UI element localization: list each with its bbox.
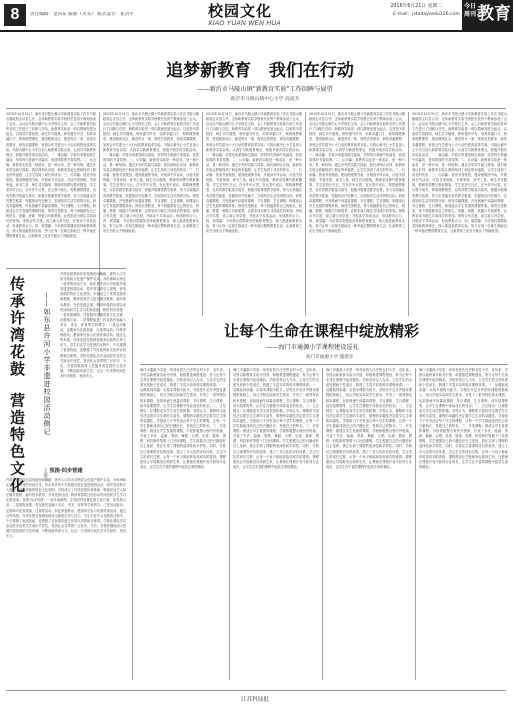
masthead-rule: [0, 30, 513, 32]
article-2-subhead: ——海门市通源小学课程建设巡礼: [266, 344, 359, 351]
brand-logo-small-2: 周刊: [464, 11, 477, 18]
article-2-divider-3: [415, 368, 416, 680]
side-feature-top-rule: [6, 268, 126, 269]
side-feature-subtitle: ——如东县许河小学非遗进校园活动侧记: [43, 292, 51, 436]
article-1-divider-4: [408, 112, 409, 316]
article-1-col-3: 2015年10月31日，新沂市马陵山镇小学新教育实验工作在马陵山镇政府会议室召开，全体新教育实验学校校长及骨干教师参加了会议。会议由马陵山镇中心小学校长主持，会上对新教育实验的各项工作进行了回顾与总结。新教育实验是一项以教师发展为起点，以营造书香校园、师生共写随笔、聆听窗外声音、培养卓越口才、构筑理想课堂、建设数码社区、推进每月一事、缔造完美教室、研发卓越课程、家校合作共建为十大行动的教育改革实验。马陵山镇中心小学自加入新教育实验以来，认真学习新教育理念，积极开展各项实验活动。一、缘由篇：学校历来重视师生阅读，坚持每天晨诵午读暮省，营造浓厚的书香氛围。二、认识篇：新教育实验是一种追求，是一种行动，是一种信仰。通过多年的实践与探索，我们深刻认识到，新教育实验让教师找到了职业的幸福感，让学生找到了成长的快乐。三、行动篇：营造书香校园，建设班级图书角，开展读书节活动，评选书香班级、书香家庭、读书之星。师生共写随笔，教师坚持撰写教育随笔，学生坚持写日记，在写作中反思，在反思中成长。构筑理想课堂，以有效教学框架为指导，积极开展课堂教学改革，努力实现落实有效教学框架、发掘知识内在魅力、实现知识生活共鸣的目标。研发卓越课程，开发晨诵午读暮省课程、节日课程、生日课程，构建适合学生发展的课程体系。缔造完美教室，每个班级都有自己的班名、班徽、班歌、班级口号和愿景，让教室成为师生共同成长的家园。家校合作共建，成立新父母学校，开展亲子共读活动，形成教育合力。四、展望篇：今后我们将继续坚持新教育理念，深入推进新教育实验，努力让每一位师生都能过一种幸福完整的教育生活，让新教育之花在马陵山下绚丽绽放。: [206, 112, 302, 234]
section-title: [208, 2, 318, 32]
article-1-col-4: 2015年10月31日，新沂市马陵山镇小学新教育实验工作在马陵山镇政府会议室召开，全体新教育实验学校校长及骨干教师参加了会议。会议由马陵山镇中心小学校长主持，会上对新教育实验的各项工作进行了回顾与总结。新教育实验是一项以教师发展为起点，以营造书香校园、师生共写随笔、聆听窗外声音、培养卓越口才、构筑理想课堂、建设数码社区、推进每月一事、缔造完美教室、研发卓越课程、家校合作共建为十大行动的教育改革实验。马陵山镇中心小学自加入新教育实验以来，认真学习新教育理念，积极开展各项实验活动。一、缘由篇：学校历来重视师生阅读，坚持每天晨诵午读暮省，营造浓厚的书香氛围。二、认识篇：新教育实验是一种追求，是一种行动，是一种信仰。通过多年的实践与探索，我们深刻认识到，新教育实验让教师找到了职业的幸福感，让学生找到了成长的快乐。三、行动篇：营造书香校园，建设班级图书角，开展读书节活动，评选书香班级、书香家庭、读书之星。师生共写随笔，教师坚持撰写教育随笔，学生坚持写日记，在写作中反思，在反思中成长。构筑理想课堂，以有效教学框架为指导，积极开展课堂教学改革，努力实现落实有效教学框架、发掘知识内在魅力、实现知识生活共鸣的目标。研发卓越课程，开发晨诵午读暮省课程、节日课程、生日课程，构建适合学生发展的课程体系。缔造完美教室，每个班级都有自己的班名、班徽、班歌、班级口号和愿景，让教室成为师生共同成长的家园。家校合作共建，成立新父母学校，开展亲子共读活动，形成教育合力。四、展望篇：今后我们将继续坚持新教育理念，深入推进新教育实验，努力让每一位师生都能过一种幸福完整的教育生活，让新教育之花在马陵山下绚丽绽放。: [309, 112, 405, 234]
side-feature-divider: [132, 318, 133, 680]
footer-text: 江苏科技报: [241, 697, 269, 703]
side-feature-text-bottom: 许湾花鼓是如东县传统民间舞蹈，被列入江苏省非物质文化遗产保护名录。为传承和弘扬这一优秀的民间艺术，如东县许河小学积极开展非遗进校园活动，将许湾花鼓引入校园，营造浓郁的特色文化氛围。学校成立了许湾花鼓传承基地，聘请民间艺人担任辅导教师，编写校本教材，开设花鼓社团，利用每周的社团活动时间组织学生学习花鼓表演。氛围·四步营建：一是环境熏陶，在校园内设置花鼓文化长廊、花鼓展示室；二是课程渗透，将花鼓内容融入音乐、美术、体育等学科教学；三是活动推动，定期举办花鼓展演、比赛等活动；四是家校联动，邀请家长参与花鼓传承活动。通过这些举措，许湾花鼓在校园里焕发出新的生机与活力，学生们在学习花鼓的过程中，不仅掌握了表演技能，更增强了对民族传统文化的认同感和自豪感。学校花鼓队多次参加县市各类文艺演出并获奖，受到社会各界的广泛好评。今后，学校将继续深入挖掘许湾花鼓的文化内涵，不断创新传承方式，让这一古老的民间艺术代代相传，发扬光大。: [6, 478, 126, 539]
article-1-byline: 新沂市马陵山镇中心小学 高富杰: [230, 97, 300, 102]
article-2-divider-2: [322, 368, 323, 680]
side-feature: [0, 268, 130, 684]
side-feature-section-heading: 氛围·四步营建: [49, 468, 83, 474]
article-2-byline: 海门市通源小学 施建东: [306, 355, 354, 360]
article-2-col-2: 海门市通源小学是一所具有悠久历史的农村小学，近年来，学校以新教育实验为引领，积极推进课程建设，努力让每个生命在课程中绽放精彩。学校坚持以人为本，立足学生的全面发展和个性成长，构建了丰富多彩的校本课程体系。一、从精致到卓越：以校本课程为抓手。学校在开足开齐国家课程的基础上，结合学校实际和学生需求，开发了一系列特色校本课程，包括晨诵午读暮省课程、节日课程、生日课程、读写绘课程等，让学生在课程中体验成长的快乐。二、立足理念：让课程成为学生成长的阶梯。学校认为，课程的丰富性决定着学生生命的丰富性，课程的卓越性决定着学生生命的卓越性。学校致力于开发适合每个学生的课程，让每一个学生都能找到自己的兴趣所在，发展自己的特长。三、开发课程：做适合学生发展的课程。学校积极整合校内外资源，开设了书法、绘画、剪纸、舞蹈、合唱、足球、篮球、围棋、科技制作等数十门社团课程，学生根据自己的兴趣爱好自主选择，真正实现了课程的选择性和多样性。同时，学校还注重课程评价的改革，建立了多元化的评价体系，关注学生的成长过程，让每一个孩子都能体验到成功的喜悦。课程建设让学校焕发出勃勃生机，让教师在课程开发中获得专业成长，让学生在丰富的课程中绽放生命的精彩。: [233, 368, 319, 469]
article-2-col-1: 海门市通源小学是一所具有悠久历史的农村小学，近年来，学校以新教育实验为引领，积极推进课程建设，努力让每个生命在课程中绽放精彩。学校坚持以人为本，立足学生的全面发展和个性成长，构建了丰富多彩的校本课程体系。一、从精致到卓越：以校本课程为抓手。学校在开足开齐国家课程的基础上，结合学校实际和学生需求，开发了一系列特色校本课程，包括晨诵午读暮省课程、节日课程、生日课程、读写绘课程等，让学生在课程中体验成长的快乐。二、立足理念：让课程成为学生成长的阶梯。学校认为，课程的丰富性决定着学生生命的丰富性，课程的卓越性决定着学生生命的卓越性。学校致力于开发适合每个学生的课程，让每一个学生都能找到自己的兴趣所在，发展自己的特长。三、开发课程：做适合学生发展的课程。学校积极整合校内外资源，开设了书法、绘画、剪纸、舞蹈、合唱、足球、篮球、围棋、科技制作等数十门社团课程，学生根据自己的兴趣爱好自主选择，真正实现了课程的选择性和多样性。同时，学校还注重课程评价的改革，建立了多元化的评价体系，关注学生的成长过程，让每一个孩子都能体验到成功的喜悦。课程建设让学校焕发出勃勃生机，让教师在课程开发中获得专业成长，让学生在丰富的课程中绽放生命的精彩。: [140, 368, 226, 469]
masthead-email: E-mail：jstodaysedu126.com: [393, 12, 460, 17]
brand-logo-small-1: 今日: [464, 3, 477, 10]
masthead-meta-left: 责任编辑：金向东 版面（页头） 版式设计：崔涛平: [30, 12, 134, 17]
section-title-pinyin: XIAO YUAN WEN HUA: [208, 20, 281, 27]
article-1-col-1: 2015年10月31日，新沂市马陵山镇小学新教育实验工作在马陵山镇政府会议室召开，全体新教育实验学校校长及骨干教师参加了会议。会议由马陵山镇中心小学校长主持，会上对新教育实验的各项工作进行了回顾与总结。新教育实验是一项以教师发展为起点，以营造书香校园、师生共写随笔、聆听窗外声音、培养卓越口才、构筑理想课堂、建设数码社区、推进每月一事、缔造完美教室、研发卓越课程、家校合作共建为十大行动的教育改革实验。马陵山镇中心小学自加入新教育实验以来，认真学习新教育理念，积极开展各项实验活动。一、缘由篇：学校历来重视师生阅读，坚持每天晨诵午读暮省，营造浓厚的书香氛围。二、认识篇：新教育实验是一种追求，是一种行动，是一种信仰。通过多年的实践与探索，我们深刻认识到，新教育实验让教师找到了职业的幸福感，让学生找到了成长的快乐。三、行动篇：营造书香校园，建设班级图书角，开展读书节活动，评选书香班级、书香家庭、读书之星。师生共写随笔，教师坚持撰写教育随笔，学生坚持写日记，在写作中反思，在反思中成长。构筑理想课堂，以有效教学框架为指导，积极开展课堂教学改革，努力实现落实有效教学框架、发掘知识内在魅力、实现知识生活共鸣的目标。研发卓越课程，开发晨诵午读暮省课程、节日课程、生日课程，构建适合学生发展的课程体系。缔造完美教室，每个班级都有自己的班名、班徽、班歌、班级口号和愿景，让教室成为师生共同成长的家园。家校合作共建，成立新父母学校，开展亲子共读活动，形成教育合力。四、展望篇：今后我们将继续坚持新教育理念，深入推进新教育实验，努力让每一位师生都能过一种幸福完整的教育生活，让新教育之花在马陵山下绚丽绽放。: [6, 112, 96, 239]
page-number: 8: [4, 4, 26, 26]
masthead-meta-right: 2016年6月21日 星期二: [390, 4, 442, 9]
article-2-col-4: 海门市通源小学是一所具有悠久历史的农村小学，近年来，学校以新教育实验为引领，积极推进课程建设，努力让每个生命在课程中绽放精彩。学校坚持以人为本，立足学生的全面发展和个性成长，构建了丰富多彩的校本课程体系。一、从精致到卓越：以校本课程为抓手。学校在开足开齐国家课程的基础上，结合学校实际和学生需求，开发了一系列特色校本课程，包括晨诵午读暮省课程、节日课程、生日课程、读写绘课程等，让学生在课程中体验成长的快乐。二、立足理念：让课程成为学生成长的阶梯。学校认为，课程的丰富性决定着学生生命的丰富性，课程的卓越性决定着学生生命的卓越性。学校致力于开发适合每个学生的课程，让每一个学生都能找到自己的兴趣所在，发展自己的特长。三、开发课程：做适合学生发展的课程。学校积极整合校内外资源，开设了书法、绘画、剪纸、舞蹈、合唱、足球、篮球、围棋、科技制作等数十门社团课程，学生根据自己的兴趣爱好自主选择，真正实现了课程的选择性和多样性。同时，学校还注重课程评价的改革，建立了多元化的评价体系，关注学生的成长过程，让每一个孩子都能体验到成功的喜悦。课程建设让学校焕发出勃勃生机，让教师在课程开发中获得专业成长，让学生在丰富的课程中绽放生命的精彩。: [419, 368, 508, 469]
article-2-headline: 让每个生命在课程中绽放精彩: [224, 322, 420, 340]
footer-rule: [6, 690, 506, 691]
side-feature-author: 王勇: [42, 468, 48, 478]
article-1-rule: [6, 108, 506, 109]
article-2: [136, 322, 513, 684]
article-1-subhead: ——新沂市马陵山镇"新教育实验"工作回眸与展望: [197, 86, 333, 93]
side-feature-text-top: 许湾花鼓是如东县传统民间舞蹈，被列入江苏省非物质文化遗产保护名录。为传承和弘扬这一优秀的民间艺术，如东县许河小学积极开展非遗进校园活动，将许湾花鼓引入校园，营造浓郁的特色文化氛围。学校成立了许湾花鼓传承基地，聘请民间艺人担任辅导教师，编写校本教材，开设花鼓社团，利用每周的社团活动时间组织学生学习花鼓表演。氛围·四步营建：一是环境熏陶，在校园内设置花鼓文化长廊、花鼓展示室；二是课程渗透，将花鼓内容融入音乐、美术、体育等学科教学；三是活动推动，定期举办花鼓展演、比赛等活动；四是家校联动，邀请家长参与花鼓传承活动。通过这些举措，许湾花鼓在校园里焕发出新的生机与活力，学生们在学习花鼓的过程中，不仅掌握了表演技能，更增强了对民族传统文化的认同感和自豪感。学校花鼓队多次参加县市各类文艺演出并获奖，受到社会各界的广泛好评。今后，学校将继续深入挖掘许湾花鼓的文化内涵，不断创新传承方式，让这一古老的民间艺术代代相传，发扬光大。: [60, 272, 126, 378]
article-2-col-3: 海门市通源小学是一所具有悠久历史的农村小学，近年来，学校以新教育实验为引领，积极推进课程建设，努力让每个生命在课程中绽放精彩。学校坚持以人为本，立足学生的全面发展和个性成长，构建了丰富多彩的校本课程体系。一、从精致到卓越：以校本课程为抓手。学校在开足开齐国家课程的基础上，结合学校实际和学生需求，开发了一系列特色校本课程，包括晨诵午读暮省课程、节日课程、生日课程、读写绘课程等，让学生在课程中体验成长的快乐。二、立足理念：让课程成为学生成长的阶梯。学校认为，课程的丰富性决定着学生生命的丰富性，课程的卓越性决定着学生生命的卓越性。学校致力于开发适合每个学生的课程，让每一个学生都能找到自己的兴趣所在，发展自己的特长。三、开发课程：做适合学生发展的课程。学校积极整合校内外资源，开设了书法、绘画、剪纸、舞蹈、合唱、足球、篮球、围棋、科技制作等数十门社团课程，学生根据自己的兴趣爱好自主选择，真正实现了课程的选择性和多样性。同时，学校还注重课程评价的改革，建立了多元化的评价体系，关注学生的成长过程，让每一个孩子都能体验到成功的喜悦。课程建设让学校焕发出勃勃生机，让教师在课程开发中获得专业成长，让学生在丰富的课程中绽放生命的精彩。: [326, 368, 412, 469]
article-1-divider-2: [202, 112, 203, 316]
article-2-divider-1: [229, 368, 230, 680]
section-title-cn: 校园文化: [208, 2, 273, 20]
article-2-rule: [140, 364, 508, 365]
article-1-col-2: 2015年10月31日，新沂市马陵山镇小学新教育实验工作在马陵山镇政府会议室召开，全体新教育实验学校校长及骨干教师参加了会议。会议由马陵山镇中心小学校长主持，会上对新教育实验的各项工作进行了回顾与总结。新教育实验是一项以教师发展为起点，以营造书香校园、师生共写随笔、聆听窗外声音、培养卓越口才、构筑理想课堂、建设数码社区、推进每月一事、缔造完美教室、研发卓越课程、家校合作共建为十大行动的教育改革实验。马陵山镇中心小学自加入新教育实验以来，认真学习新教育理念，积极开展各项实验活动。一、缘由篇：学校历来重视师生阅读，坚持每天晨诵午读暮省，营造浓厚的书香氛围。二、认识篇：新教育实验是一种追求，是一种行动，是一种信仰。通过多年的实践与探索，我们深刻认识到，新教育实验让教师找到了职业的幸福感，让学生找到了成长的快乐。三、行动篇：营造书香校园，建设班级图书角，开展读书节活动，评选书香班级、书香家庭、读书之星。师生共写随笔，教师坚持撰写教育随笔，学生坚持写日记，在写作中反思，在反思中成长。构筑理想课堂，以有效教学框架为指导，积极开展课堂教学改革，努力实现落实有效教学框架、发掘知识内在魅力、实现知识生活共鸣的目标。研发卓越课程，开发晨诵午读暮省课程、节日课程、生日课程，构建适合学生发展的课程体系。缔造完美教室，每个班级都有自己的班名、班徽、班歌、班级口号和愿景，让教室成为师生共同成长的家园。家校合作共建，成立新父母学校，开展亲子共读活动，形成教育合力。四、展望篇：今后我们将继续坚持新教育理念，深入推进新教育实验，努力让每一位师生都能过一种幸福完整的教育生活，让新教育之花在马陵山下绚丽绽放。: [103, 112, 199, 234]
article-1-divider-3: [305, 112, 306, 316]
article-1-col-5: 2015年10月31日，新沂市马陵山镇小学新教育实验工作在马陵山镇政府会议室召开，全体新教育实验学校校长及骨干教师参加了会议。会议由马陵山镇中心小学校长主持，会上对新教育实验的各项工作进行了回顾与总结。新教育实验是一项以教师发展为起点，以营造书香校园、师生共写随笔、聆听窗外声音、培养卓越口才、构筑理想课堂、建设数码社区、推进每月一事、缔造完美教室、研发卓越课程、家校合作共建为十大行动的教育改革实验。马陵山镇中心小学自加入新教育实验以来，认真学习新教育理念，积极开展各项实验活动。一、缘由篇：学校历来重视师生阅读，坚持每天晨诵午读暮省，营造浓厚的书香氛围。二、认识篇：新教育实验是一种追求，是一种行动，是一种信仰。通过多年的实践与探索，我们深刻认识到，新教育实验让教师找到了职业的幸福感，让学生找到了成长的快乐。三、行动篇：营造书香校园，建设班级图书角，开展读书节活动，评选书香班级、书香家庭、读书之星。师生共写随笔，教师坚持撰写教育随笔，学生坚持写日记，在写作中反思，在反思中成长。构筑理想课堂，以有效教学框架为指导，积极开展课堂教学改革，努力实现落实有效教学框架、发掘知识内在魅力、实现知识生活共鸣的目标。研发卓越课程，开发晨诵午读暮省课程、节日课程、生日课程，构建适合学生发展的课程体系。缔造完美教室，每个班级都有自己的班名、班徽、班歌、班级口号和愿景，让教室成为师生共同成长的家园。家校合作共建，成立新父母学校，开展亲子共读活动，形成教育合力。四、展望篇：今后我们将继续坚持新教育理念，深入推进新教育实验，努力让每一位师生都能过一种幸福完整的教育生活，让新教育之花在马陵山下绚丽绽放。: [412, 112, 507, 234]
brand-logo: [462, 0, 513, 30]
article-1-headline: 追梦新教育 我们在行动: [166, 61, 354, 81]
side-feature-title: 传承许湾花鼓 营造特色文化: [8, 276, 26, 495]
brand-logo-big: 教育: [477, 4, 511, 24]
